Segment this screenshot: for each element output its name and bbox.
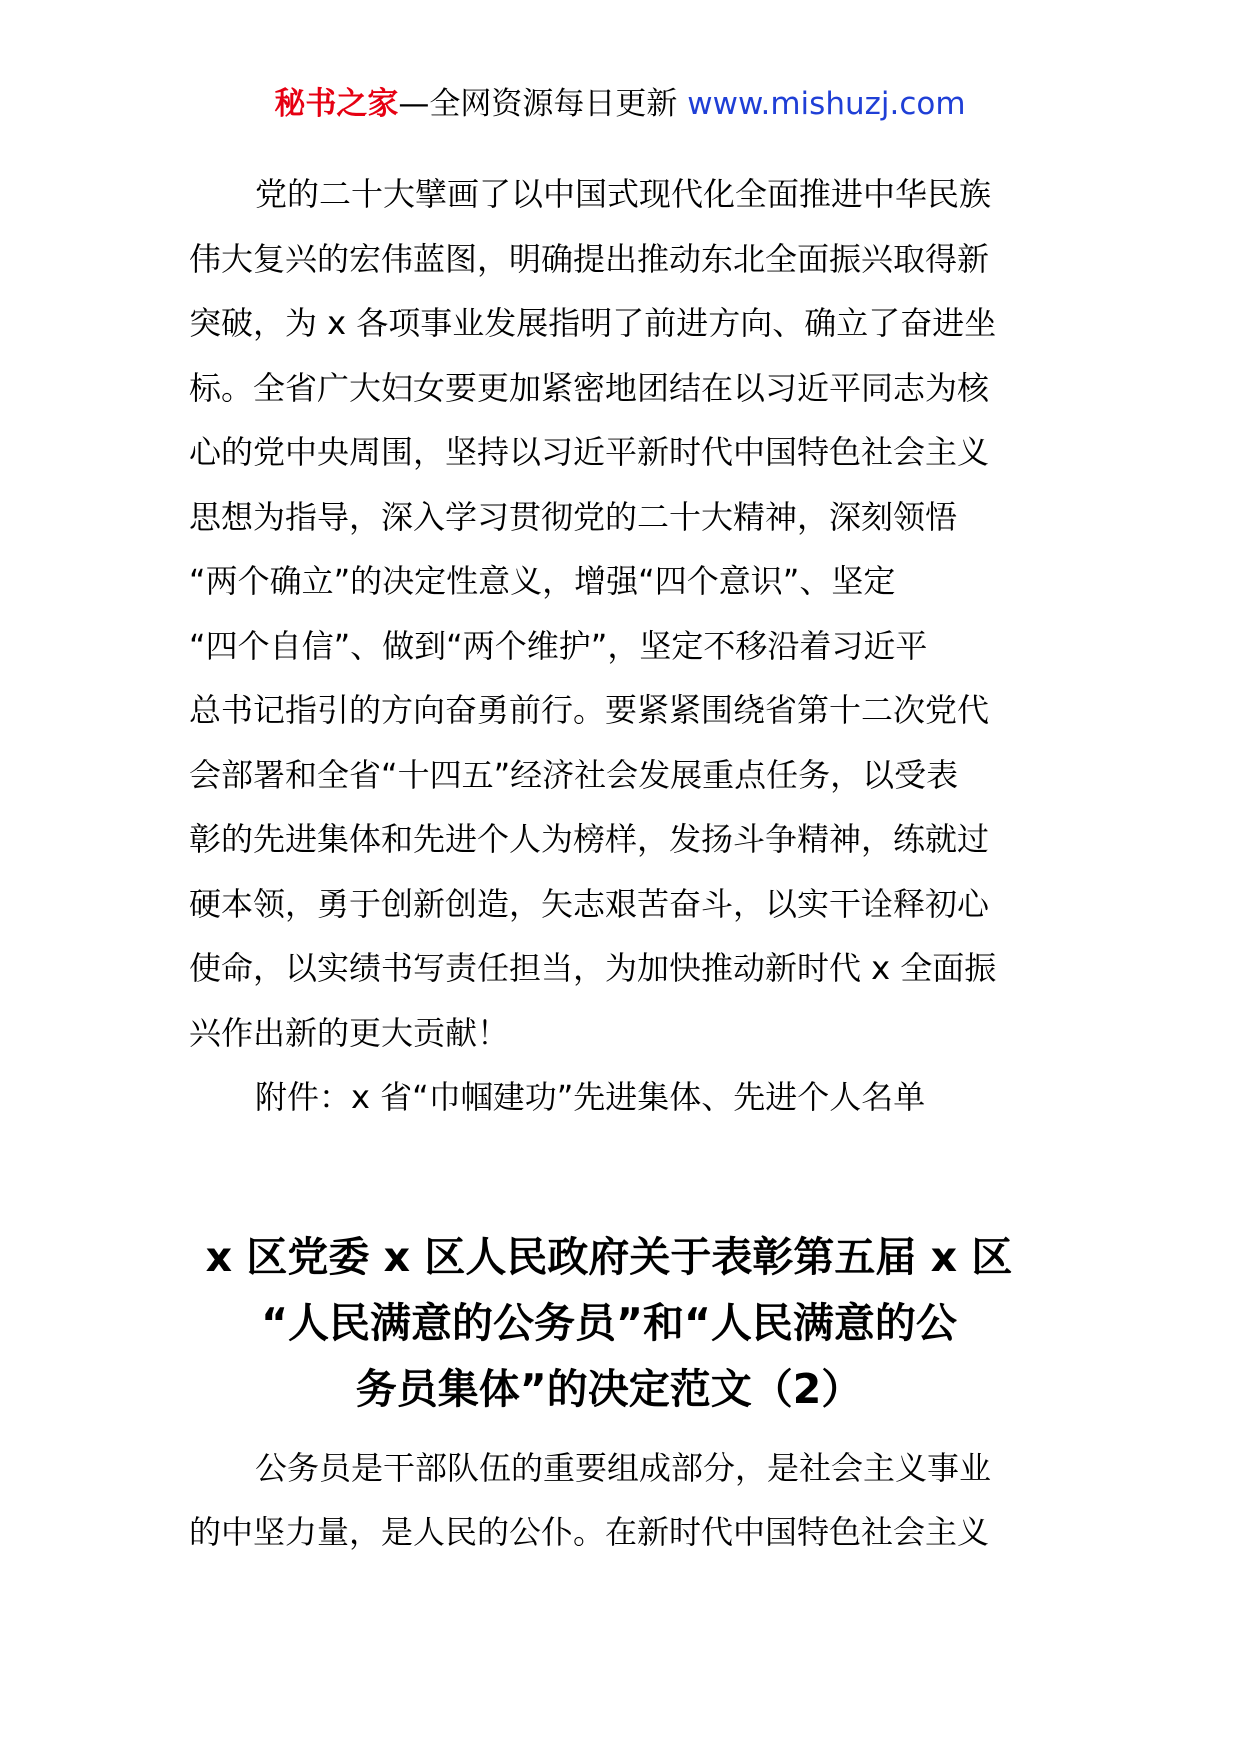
brand-name: 秘书之家 xyxy=(274,86,399,122)
attachment-note: 附件：x 省“巾帼建功”先进集体、先进个人名单 xyxy=(255,1078,926,1116)
paragraph-line: 党的二十大擘画了以中国式现代化全面推进中华民族 xyxy=(255,175,992,213)
paragraph-line: 心的党中央周围，坚持以习近平新时代中国特色社会主义 xyxy=(189,433,990,471)
paragraph-line: 公务员是干部队伍的重要组成部分，是社会主义事业 xyxy=(255,1448,992,1487)
paragraph-line: 会部署和全省“十四五”经济社会发展重点任务，以受表 xyxy=(189,755,959,794)
paragraph-2 xyxy=(189,1436,1029,1565)
site-header xyxy=(0,84,1240,124)
document-body xyxy=(189,162,1029,1565)
paragraph-line: 总书记指引的方向奋勇前行。要紧紧围绕省第十二次党代 xyxy=(189,691,990,729)
paragraph-line: 突破，为 x 各项事业发展指明了前进方向、确立了奋进坐 xyxy=(189,304,997,342)
title-gap xyxy=(189,1422,1029,1436)
paragraph-line: 兴作出新的更大贡献！ xyxy=(189,1013,510,1052)
paragraph-line: 伟大复兴的宏伟蓝图，明确提出推动东北全面振兴取得新 xyxy=(189,239,990,278)
title-line: x 区党委 x 区人民政府关于表彰第五届 x 区 xyxy=(205,1232,1013,1281)
title-line: 务员集体”的决定范文（2） xyxy=(355,1364,863,1413)
site-url-link[interactable]: www.mishuzj.com xyxy=(687,86,966,122)
paragraph-line: “四个自信”、做到“两个维护”，坚定不移沿着习近平 xyxy=(189,626,928,665)
paragraph-line: 彰的先进集体和先进个人为榜样，发扬斗争精神，练就过 xyxy=(189,820,990,858)
header-tagline: —全网资源每日更新 xyxy=(398,86,688,122)
paragraph-line: 思想为指导，深入学习贯彻党的二十大精神，深刻领悟 xyxy=(189,497,958,536)
document-title xyxy=(189,1224,1029,1422)
paragraph-line: 使命，以实绩书写责任担当，为加快推动新时代 x 全面振 xyxy=(189,949,997,987)
paragraph-line: 标。全省广大妇女要更加紧密地团结在以习近平同志为核 xyxy=(189,368,990,407)
paragraph-line: “两个确立”的决定性意义，增强“四个意识”、坚定 xyxy=(189,562,896,600)
paragraph-1 xyxy=(189,162,1029,1065)
title-line: “人民满意的公务员”和“人民满意的公 xyxy=(261,1298,957,1347)
paragraph-line: 硬本领，勇于创新创造，矢志艰苦奋斗，以实干诠释初心 xyxy=(189,884,990,923)
section-gap xyxy=(189,1130,1029,1224)
paragraph-line: 的中坚力量，是人民的公仆。在新时代中国特色社会主义 xyxy=(189,1513,990,1551)
